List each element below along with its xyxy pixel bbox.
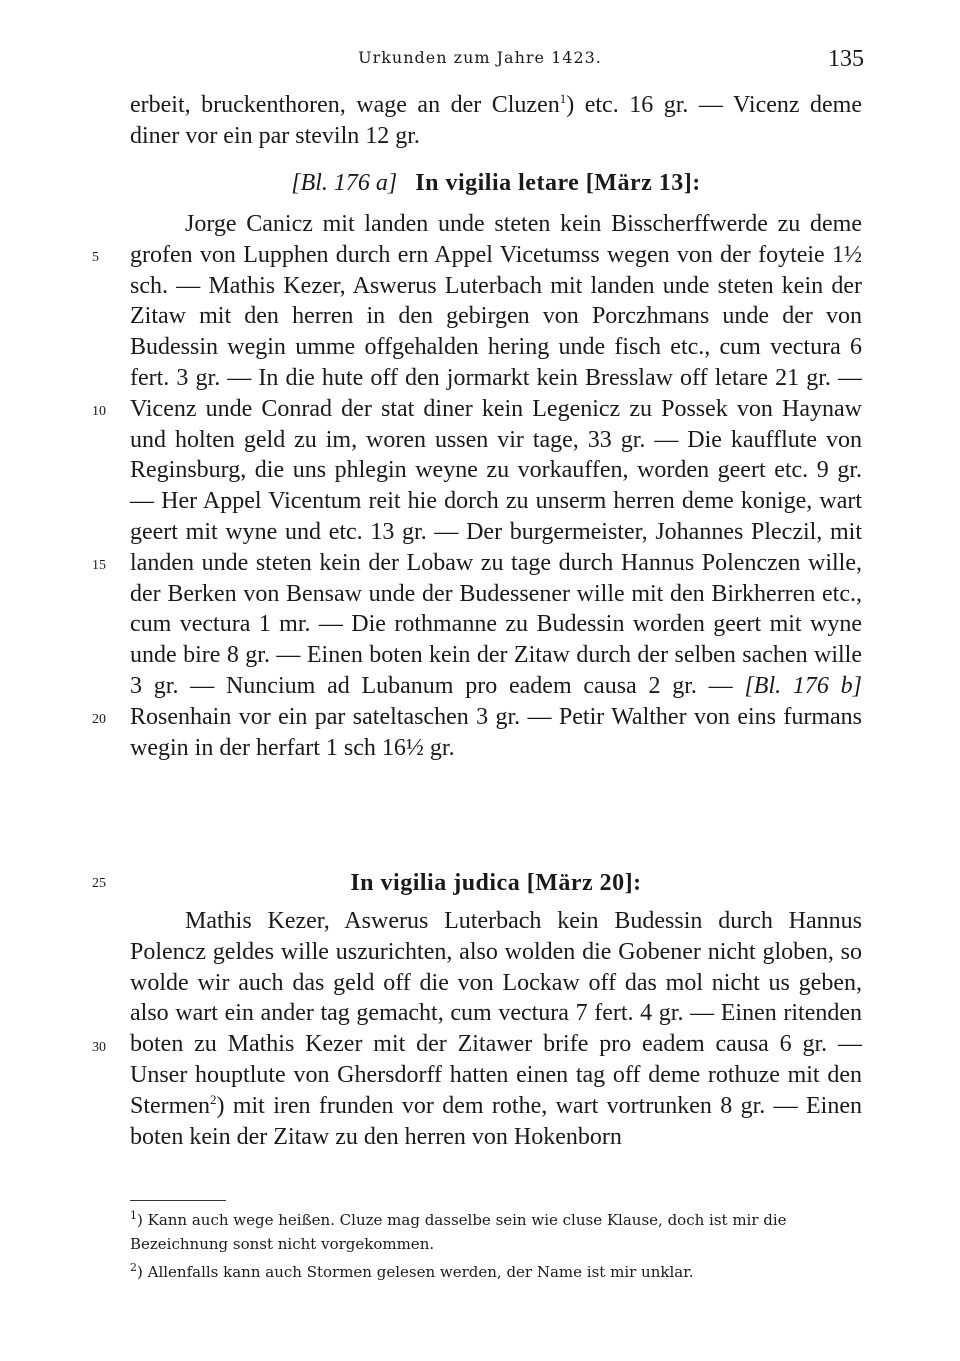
footnote-ref-1: 1	[559, 91, 567, 106]
section-heading-letare	[130, 170, 862, 197]
running-header	[0, 42, 960, 76]
folio-ref-176a: [Bl. 176 a]	[291, 170, 398, 196]
paragraph-1-text-b: ) etc. 16 gr. — Vicenz deme diner vor ein par steviln 12 gr.	[130, 92, 863, 149]
line-number-10: 10	[92, 404, 106, 419]
footnote-2-text: ) Allenfalls kann auch Stormen gelesen werden, der Name ist mir unklar.	[137, 1263, 694, 1281]
footnote-1-text: ) Kann auch wege heißen. Cluze mag dasselbe sein wie cluse Klause, doch ist mir die Bezeichnung sonst nicht vorgekommen.	[130, 1211, 787, 1253]
line-number-15: 15	[92, 558, 106, 573]
paragraph-2-text-a: Jorge Canicz mit landen unde steten kein Bisscherffwerde zu deme grofen von Lupphen durch ern Appel Vicetumss wegen von der foyteie 1½ sch. — Mathis Kezer, Aswerus Luterbach mit landen unde steten kein der Zitaw mit den herren in den gebirgen von Porczhmans unde der von Budessin wegin umme offgehalden hering unde fisch etc., cum vectura 6 fert. 3 gr. — In die hute off den jormarkt kein Bresslaw off letare 21 gr. — Vicenz unde Conrad der stat diner kein Legenicz zu Possek von Haynaw und holten geld zu im, woren ussen vir tage, 33 gr. — Die kaufflute von Reginsburg, die uns phlegin weyne zu vorkauffen, worden geert etc. 9 gr. — Her Appel Vicentum reit hie dorch zu unserm herren deme konige, wart geert mit wyne und etc. 13 gr. — Der burgermeister, Johannes Pleczil, mit landen unde steten kein der Lobaw zu tage durch Hannus Polenczen wille, der Berken von Bensaw unde der Budessener wille mit den Birkherren etc., cum vectura 1 mr. — Die rothmanne zu Budessin worden geert mit wyne unde bire 8 gr. — Einen boten kein der Zitaw durch der selben sachen wille 3 gr. — Nuncium ad Lubanum pro eadem causa 2 gr. —	[130, 211, 862, 699]
footnote-1	[130, 1208, 862, 1256]
section-heading-judica: In vigilia judica [März 20]:	[350, 870, 642, 896]
page-number: 135	[828, 46, 864, 72]
paragraph-2-text-b: Rosenhain vor ein par sateltaschen 3 gr. — Petir Walther von eins furmans wegin in der herfart 1 sch 16½ gr.	[130, 703, 862, 761]
footnote-2	[130, 1260, 862, 1284]
footnote-1-mark: 1	[130, 1209, 137, 1222]
paragraph-3-text-b: ) mit iren frunden vor dem rothe, wart vortrunken 8 gr. — Einen boten kein der Zitaw zu den herren von Hokenborn	[130, 1092, 862, 1150]
running-title: Urkunden zum Jahre 1423.	[358, 48, 602, 67]
line-number-5: 5	[92, 250, 99, 265]
paragraph-1-text-a: erbeit, bruckenthoren, wage an der Cluzen	[130, 92, 560, 118]
line-number-30: 30	[92, 1040, 106, 1055]
paragraph-1	[130, 90, 862, 152]
line-number-20: 20	[92, 712, 106, 727]
footnote-rule	[130, 1200, 226, 1201]
line-number-25: 25	[92, 876, 106, 891]
footnote-2-mark: 2	[130, 1261, 137, 1274]
heading-letare-title: In vigilia letare [März 13]:	[415, 170, 701, 196]
folio-ref-176b: [Bl. 176 b]	[744, 672, 863, 699]
paragraph-3	[130, 906, 862, 1152]
footnote-ref-2: 2	[209, 1091, 217, 1107]
paragraph-3-text-a: Mathis Kezer, Aswerus Luterbach kein Budessin durch Hannus Polencz geldes wille uszurichten, also wolden die Gobener nicht globen, so wolde wir auch das geld off die von Lockaw off das mol nicht us geben, also wart ein ander tag gemacht, cum vectura 7 fert. 4 gr. — Einen ritenden boten zu Mathis Kezer mit der Zitawer brife pro eadem causa 6 gr. — Unser houptlute von Ghersdorff hatten einen tag off deme rothuze mit den Stermen	[130, 908, 862, 1119]
paragraph-2	[130, 209, 862, 763]
footnotes	[130, 1208, 862, 1288]
